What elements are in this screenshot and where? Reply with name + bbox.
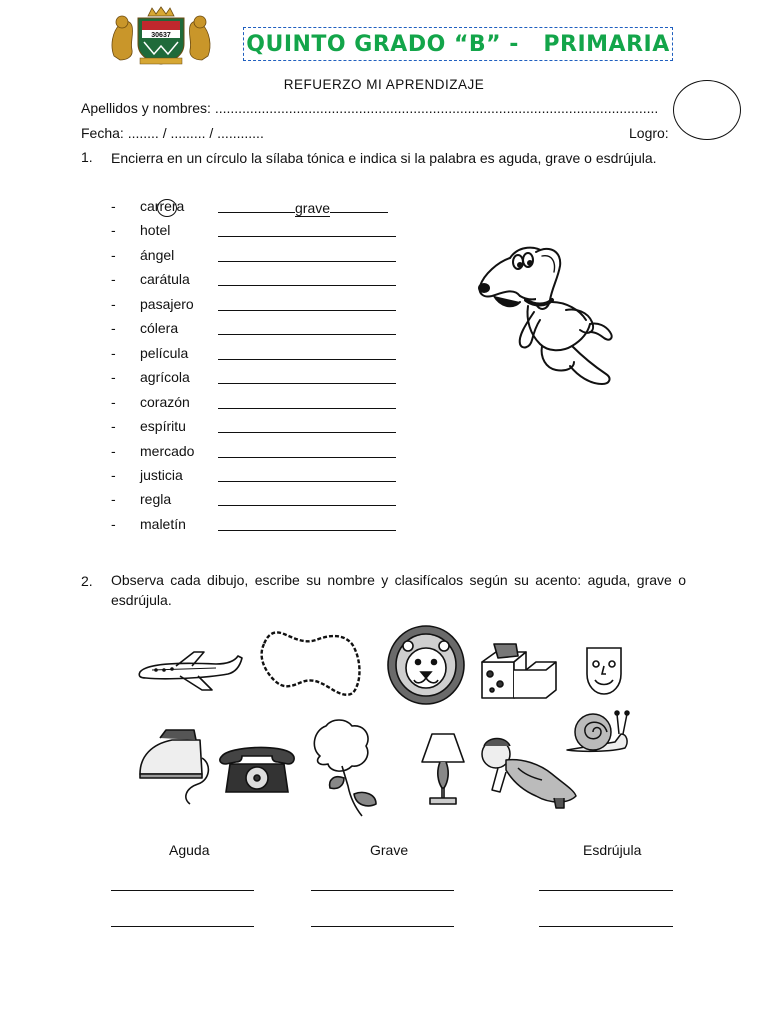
answer-line (218, 516, 396, 534)
word-bullet: - (111, 369, 116, 386)
blank-line-grave-1 (311, 889, 454, 891)
word-row (111, 198, 411, 218)
word-row (111, 467, 411, 487)
telephone-icon (218, 742, 296, 794)
blank-line-aguda-1 (111, 889, 254, 891)
word-item: carátula (140, 271, 190, 288)
necklace-icon (256, 626, 370, 702)
word-item: justicia (140, 466, 183, 483)
word-item: ángel (140, 246, 175, 263)
question-2-text: Observa cada dibujo, escribe su nombre y clasifícalos según su acento: aguda, grave o esdrújula. (111, 572, 686, 608)
word-bullet: - (111, 320, 116, 337)
word-item: mercado (140, 442, 195, 459)
word-item: película (140, 344, 189, 361)
word-row (111, 222, 411, 242)
word-bullet: - (111, 271, 116, 288)
snail-icon (563, 708, 631, 754)
word-item: cólera (140, 320, 179, 337)
example-answer: grave (295, 200, 331, 216)
word-bullet: - (111, 198, 116, 214)
answer-line (218, 369, 396, 387)
answer-line (218, 271, 396, 289)
word-bullet: - (111, 442, 116, 459)
syllable-circle-mark (157, 199, 177, 217)
boxes-icon (478, 640, 560, 702)
blank-line-grave-2 (311, 925, 454, 927)
question-1-number: 1. (81, 149, 93, 165)
word-row (111, 418, 411, 438)
lion-right-icon (189, 16, 210, 60)
word-bullet: - (111, 393, 116, 410)
answer-line (218, 443, 396, 461)
question-2-number: 2. (81, 573, 93, 589)
grade-title-box (243, 27, 673, 61)
word-row (111, 271, 411, 291)
answer-line (218, 247, 396, 265)
word-bullet: - (111, 466, 116, 483)
word-bullet: - (111, 295, 116, 312)
word-item: maletín (140, 515, 186, 532)
date-field: Fecha: ........ / ......... / ............ (81, 125, 264, 141)
answer-line (218, 296, 396, 314)
column-label-esdrujula: Esdrújula (583, 842, 642, 858)
word-bullet: - (111, 246, 116, 263)
column-label-aguda: Aguda (169, 842, 210, 858)
name-field: Apellidos y nombres: .................................................................................................................. (81, 100, 659, 116)
question-1-text: Encierra en un círculo la sílaba tónica e indica si la palabra es aguda, grave o esdrújula. (111, 150, 657, 166)
word-item: corazón (140, 393, 190, 410)
word-row (111, 369, 411, 389)
word-bullet: - (111, 491, 116, 508)
word-row (111, 320, 411, 340)
answer-line (218, 418, 396, 436)
word-bullet: - (111, 222, 116, 239)
dog-illustration-icon (470, 240, 620, 388)
word-item: hotel (140, 222, 171, 239)
answer-line (218, 320, 396, 338)
word-row (111, 491, 411, 511)
grade-title: QUINTO GRADO “B” - PRIMARIA (246, 31, 670, 57)
crest-number: 30637 (151, 32, 171, 39)
word-item: carrera (140, 198, 185, 214)
answer-line (218, 394, 396, 412)
word-row (111, 516, 411, 536)
answer-line (218, 222, 396, 240)
blank-line-esdrujula-2 (539, 925, 673, 927)
answer-line (218, 491, 396, 509)
worksheet-subtitle: REFUERZO MI APRENDIZAJE (283, 77, 485, 92)
word-item: agrícola (140, 369, 190, 386)
lion-left-icon (112, 16, 133, 60)
blank-line-esdrujula-1 (539, 889, 673, 891)
word-row (111, 394, 411, 414)
answer-line (218, 345, 396, 363)
word-row (111, 345, 411, 365)
column-label-grave: Grave (370, 842, 409, 858)
blank-line-aguda-2 (111, 925, 254, 927)
lion-face-icon (386, 624, 466, 706)
lamp-icon (420, 732, 466, 806)
word-row (111, 247, 411, 267)
word-bullet: - (111, 344, 116, 361)
word-row (111, 296, 411, 316)
logro-circle (673, 80, 741, 140)
airplane-icon (136, 648, 246, 692)
cotton-flower-icon (306, 716, 396, 820)
answer-line (218, 467, 396, 485)
word-item: regla (140, 491, 172, 508)
mask-face-icon (581, 644, 627, 696)
word-item: pasajero (140, 295, 194, 312)
word-item: espíritu (140, 418, 186, 435)
word-row (111, 443, 411, 463)
logro-label: Logro: (629, 125, 669, 141)
word-bullet: - (111, 418, 116, 435)
word-bullet: - (111, 515, 116, 532)
school-crest-logo (108, 6, 214, 66)
iron-icon (136, 728, 218, 806)
answer-line (218, 198, 396, 216)
